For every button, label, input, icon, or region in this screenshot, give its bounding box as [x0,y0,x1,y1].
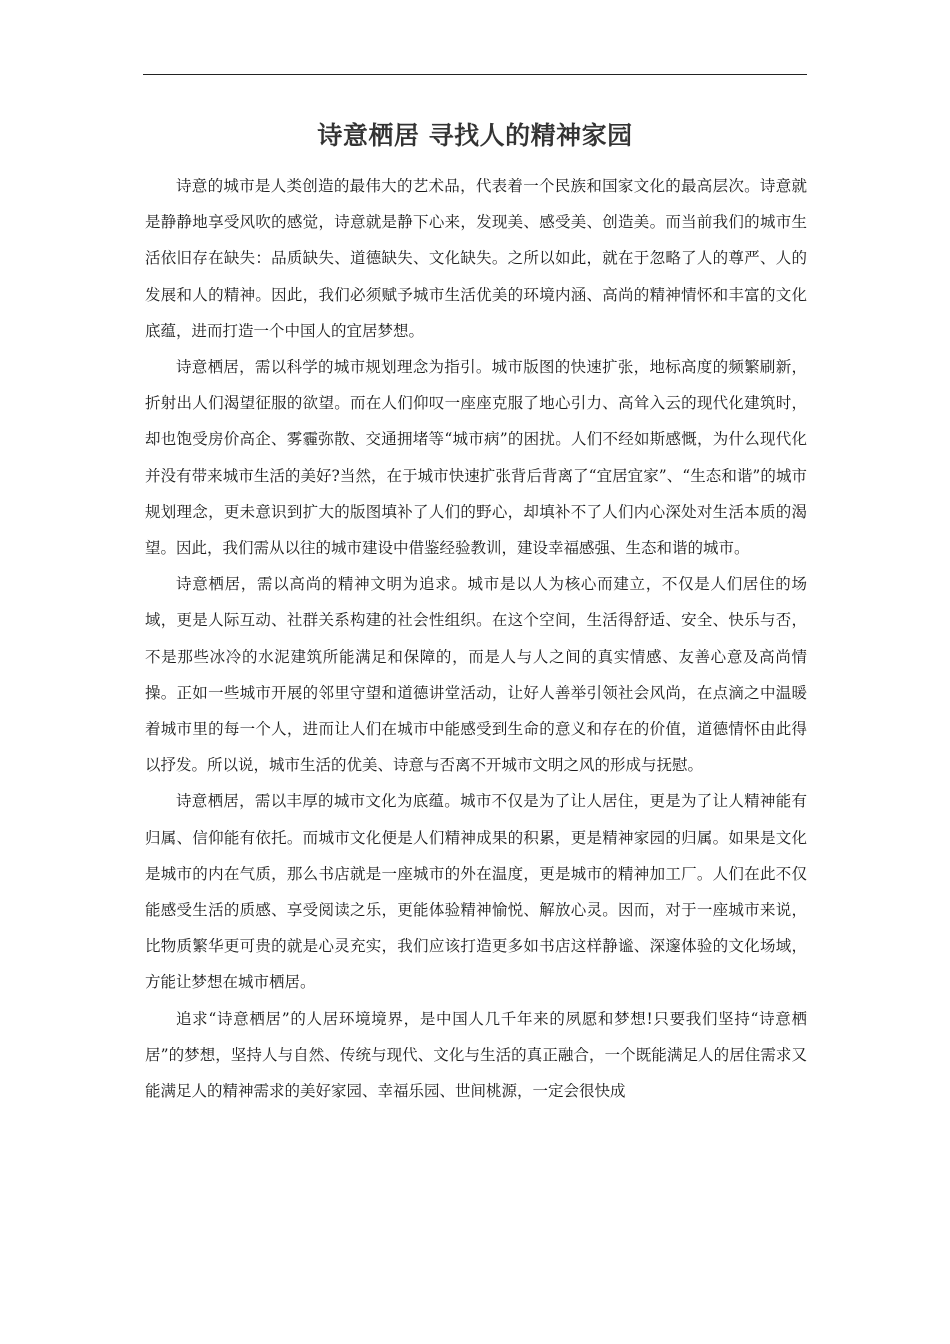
document-body [145,168,807,1109]
paragraph-conclusion: 追求“诗意栖居”的人居环境境界，是中国人几千年来的夙愿和梦想!只要我们坚持“诗意栖居”的梦想，坚持人与自然、传统与现代、文化与生活的真正融合，一个既能满足人的居住需求又能满足人的精神需求的美好家园、幸福乐园、世间桃源，一定会很快成 [145,1009,807,1101]
header-rule [143,74,807,75]
paragraph-intro: 诗意的城市是人类创造的最伟大的艺术品，代表着一个民族和国家文化的最高层次。诗意就是静静地享受风吹的感觉，诗意就是静下心来，发现美、感受美、创造美。而当前我们的城市生活依旧存在缺失：品质缺失、道德缺失、文化缺失。之所以如此，就在于忽略了人的尊严、人的发展和人的精神。因此，我们必须赋予城市生活优美的环境内涵、高尚的精神情怀和丰富的文化底蕴，进而打造一个中国人的宜居梦想。 [145,177,807,340]
document-title: 诗意栖居 寻找人的精神家园 [317,121,633,150]
paragraph-planning: 诗意栖居，需以科学的城市规划理念为指引。城市版图的快速扩张，地标高度的频繁刷新，折射出人们渴望征服的欲望。而在人们仰叹一座座克服了地心引力、高耸入云的现代化建筑时，却也饱受房价高企、雾霾弥散、交通拥堵等“城市病”的困扰。人们不经如斯感慨，为什么现代化并没有带来城市生活的美好?当然，在于城市快速扩张背后背离了“宜居宜家”、“生态和谐”的城市规划理念，更未意识到扩大的版图填补了人们的野心，却填补不了人们内心深处对生活本质的渴望。因此，我们需从以往的城市建设中借鉴经验教训，建设幸福感强、生态和谐的城市。 [145,358,807,558]
paragraph-culture: 诗意栖居，需以丰厚的城市文化为底蕴。城市不仅是为了让人居住，更是为了让人精神能有归属、信仰能有依托。而城市文化便是人们精神成果的积累，更是精神家园的归属。如果是文化是城市的内在气质，那么书店就是一座城市的外在温度，更是城市的精神加工厂。人们在此不仅能感受生活的质感、享受阅读之乐，更能体验精神愉悦、解放心灵。因而，对于一座城市来说，比物质繁华更可贵的就是心灵充实，我们应该打造更多如书店这样静谧、深邃体验的文化场域，方能让梦想在城市栖居。 [145,792,807,992]
paragraph-civilization: 诗意栖居，需以高尚的精神文明为追求。城市是以人为核心而建立，不仅是人们居住的场域，更是人际互动、社群关系构建的社会性组织。在这个空间，生活得舒适、安全、快乐与否，不是那些冰冷的水泥建筑所能满足和保障的，而是人与人之间的真实情感、友善心意及高尚情操。正如一些城市开展的邻里守望和道德讲堂活动，让好人善举引领社会风尚，在点滴之中温暖着城市里的每一个人，进而让人们在城市中能感受到生命的意义和存在的价值，道德情怀由此得以抒发。所以说，城市生活的优美、诗意与否离不开城市文明之风的形成与抚慰。 [145,575,807,775]
